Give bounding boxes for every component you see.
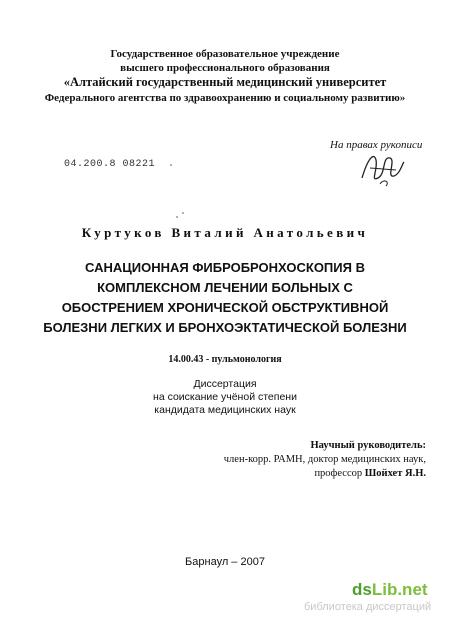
scan-speck xyxy=(170,164,172,166)
degree-line-2: кандидата медицинских наук xyxy=(154,404,296,416)
title-line-1: САНАЦИОННАЯ ФИБРОБРОНХОСКОПИЯ В xyxy=(85,260,365,275)
watermark-logo-part2: Lib.net xyxy=(371,580,428,599)
supervisor-name-line xyxy=(314,467,426,480)
dissertation-label: Диссертация xyxy=(193,378,257,390)
institution-line-1: Государственное образовательное учреждение xyxy=(110,48,340,60)
watermark-logo-part1: ds xyxy=(352,580,372,599)
city-year: Барнаул – 2007 xyxy=(185,556,265,568)
scan-speck xyxy=(176,216,178,218)
manuscript-rights-note: На правах рукописи xyxy=(330,139,423,151)
author-name: Куртуков Виталий Анатольевич xyxy=(81,225,369,240)
watermark-subtitle: библиотека диссертаций xyxy=(304,601,432,613)
institution-line-2: высшего профессионального образования xyxy=(120,62,330,74)
library-stamp-code: 04.200.8 08221 xyxy=(64,159,156,170)
signature-icon xyxy=(356,148,408,188)
supervisor-label: Научный руководитель: xyxy=(310,440,426,451)
supervisor-name: Шойхет Я.Н. xyxy=(364,468,426,479)
title-line-2: КОМПЛЕКСНОМ ЛЕЧЕНИИ БОЛЬНЫХ С xyxy=(97,280,353,295)
institution-name: «Алтайский государственный медицинский университет xyxy=(63,75,387,89)
watermark-logo xyxy=(352,580,428,600)
scan-speck xyxy=(182,212,184,214)
title-line-3: ОБОСТРЕНИЕМ ХРОНИЧЕСКОЙ ОБСТРУКТИВНОЙ xyxy=(61,300,389,315)
specialty-code: 14.00.43 - пульмонология xyxy=(168,354,282,365)
institution-agency: Федерального агентства по здравоохранению и социальному развитию» xyxy=(44,92,406,104)
title-line-4: БОЛЕЗНИ ЛЕГКИХ И БРОНХОЭКТАТИЧЕСКОЙ БОЛЕЗНИ xyxy=(43,320,407,335)
supervisor-rank: профессор xyxy=(314,468,363,479)
supervisor-title: член-корр. РАМН, доктор медицинских наук, xyxy=(223,454,426,465)
degree-line-1: на соискание учёной степени xyxy=(153,391,297,403)
